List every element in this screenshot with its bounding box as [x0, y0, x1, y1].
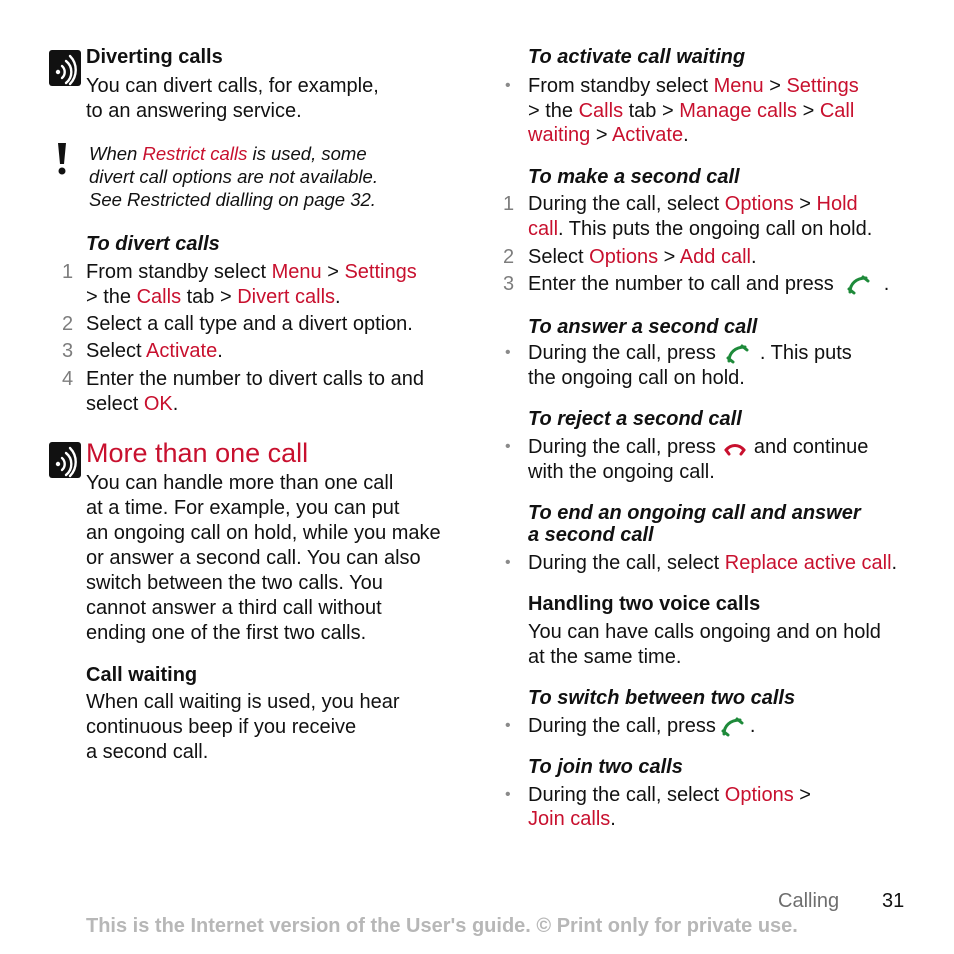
note-text: divert call options are not available. [89, 166, 378, 187]
step-text: From standby select Menu > Settings [86, 261, 417, 283]
section-title: More than one call [86, 438, 309, 468]
step-text: > the Calls tab > Divert calls. [86, 286, 341, 308]
step-text: During the call, select Options > [528, 784, 811, 806]
section-text: switch between the two calls. You [86, 572, 383, 594]
step-text: Join calls. [528, 808, 616, 830]
hold-call-link[interactable]: call [528, 218, 559, 240]
menu-link[interactable]: Menu [271, 261, 322, 283]
activate-link[interactable]: Activate [146, 340, 218, 362]
call-key-icon [834, 275, 884, 297]
step-text: Enter the number to call and press . [528, 273, 890, 295]
end-heading: To end an ongoing call and answer [528, 502, 861, 524]
bullet: • [505, 554, 511, 571]
join-heading: To join two calls [528, 756, 683, 778]
step-number: 3 [62, 340, 74, 362]
bullet: • [505, 717, 511, 734]
ok-link[interactable]: OK [143, 393, 173, 415]
call-waiting-text: continuous beep if you receive [86, 716, 357, 738]
note-text: When Restrict calls is used, some [89, 143, 367, 164]
handling-text: You can have calls ongoing and on hold [528, 621, 881, 643]
menu-link[interactable]: Menu [713, 75, 764, 97]
step-number: 1 [62, 261, 74, 283]
diverting-calls-title: Diverting calls [86, 46, 223, 68]
call-waiting-link[interactable]: Call [819, 100, 855, 122]
step-text: Select a call type and a divert option. [86, 313, 413, 335]
step-number: 1 [503, 193, 515, 215]
hold-call-link[interactable]: Hold [816, 193, 858, 215]
call-waiting-text: When call waiting is used, you hear [86, 691, 400, 713]
step-text: the ongoing call on hold. [528, 367, 745, 389]
step-number: 2 [62, 313, 74, 335]
page-number: 31 [882, 890, 905, 912]
step-text: During the call, select Replace active call. [528, 552, 898, 574]
step-text: Enter the number to divert calls to and [86, 368, 424, 390]
options-link[interactable]: Options [724, 193, 794, 215]
replace-active-call-link[interactable]: Replace active call [724, 552, 892, 574]
sound-icon [49, 50, 81, 86]
call-waiting-link[interactable]: waiting [528, 124, 591, 146]
step-text: During the call, press and continue [528, 436, 869, 458]
section-text: an ongoing call on hold, while you make [86, 522, 441, 544]
options-link[interactable]: Options [589, 246, 659, 268]
section-text: ending one of the first two calls. [86, 622, 367, 644]
section-text: at a time. For example, you can put [86, 497, 400, 519]
options-link[interactable]: Options [724, 784, 794, 806]
step-text: with the ongoing call. [528, 461, 715, 483]
step-text: During the call, select Options > Hold [528, 193, 858, 215]
switch-heading: To switch between two calls [528, 687, 796, 709]
diverting-calls-text: to an answering service. [86, 100, 302, 122]
activate-link[interactable]: Activate [611, 124, 684, 146]
step-text: During the call, press . This puts [528, 342, 852, 364]
answer-heading: To answer a second call [528, 316, 758, 338]
divert-heading: To divert calls [86, 233, 220, 255]
footer-section: Calling [778, 890, 840, 912]
calls-link[interactable]: Calls [136, 286, 182, 308]
call-key-icon [716, 717, 750, 739]
step-text: > the Calls tab > Manage calls > Call [528, 100, 855, 122]
settings-link[interactable]: Settings [786, 75, 859, 97]
section-text: cannot answer a third call without [86, 597, 382, 619]
bullet: • [505, 77, 511, 94]
step-number: 2 [503, 246, 515, 268]
join-calls-link[interactable]: Join calls [528, 808, 611, 830]
second-call-heading: To make a second call [528, 166, 740, 188]
divert-calls-link[interactable]: Divert calls [237, 286, 336, 308]
add-call-link[interactable]: Add call [679, 246, 751, 268]
step-text: From standby select Menu > Settings [528, 75, 859, 97]
step-number: 4 [62, 368, 74, 390]
handling-title: Handling two voice calls [528, 593, 761, 615]
diverting-calls-text: You can divert calls, for example, [86, 75, 379, 97]
warning-icon [54, 143, 70, 177]
step-text: select OK. [86, 393, 179, 415]
step-text: waiting > Activate. [528, 124, 689, 146]
bullet: • [505, 786, 511, 803]
disclaimer: This is the Internet version of the User's guide. © Print only for private use. [86, 915, 798, 937]
manage-calls-link[interactable]: Manage calls [679, 100, 798, 122]
step-text: Select Activate. [86, 340, 223, 362]
section-text: or answer a second call. You can also [86, 547, 421, 569]
activate-heading: To activate call waiting [528, 46, 746, 68]
step-number: 3 [503, 273, 515, 295]
reject-heading: To reject a second call [528, 408, 742, 430]
step-text: call. This puts the ongoing call on hold. [528, 218, 873, 240]
restrict-calls-link[interactable]: Restrict calls [142, 143, 248, 164]
handling-text: at the same time. [528, 646, 682, 668]
call-waiting-text: a second call. [86, 741, 209, 763]
end-heading: a second call [528, 524, 654, 546]
bullet: • [505, 344, 511, 361]
note-text: See Restricted dialling on page 32. [89, 189, 376, 210]
step-text: Select Options > Add call. [528, 246, 757, 268]
end-call-key-icon [716, 438, 754, 460]
settings-link[interactable]: Settings [344, 261, 417, 283]
call-waiting-title: Call waiting [86, 664, 198, 686]
sound-icon [49, 442, 81, 478]
calls-link[interactable]: Calls [578, 100, 624, 122]
bullet: • [505, 438, 511, 455]
section-text: You can handle more than one call [86, 472, 394, 494]
call-key-icon [716, 344, 760, 366]
step-text: During the call, press . [528, 715, 756, 737]
